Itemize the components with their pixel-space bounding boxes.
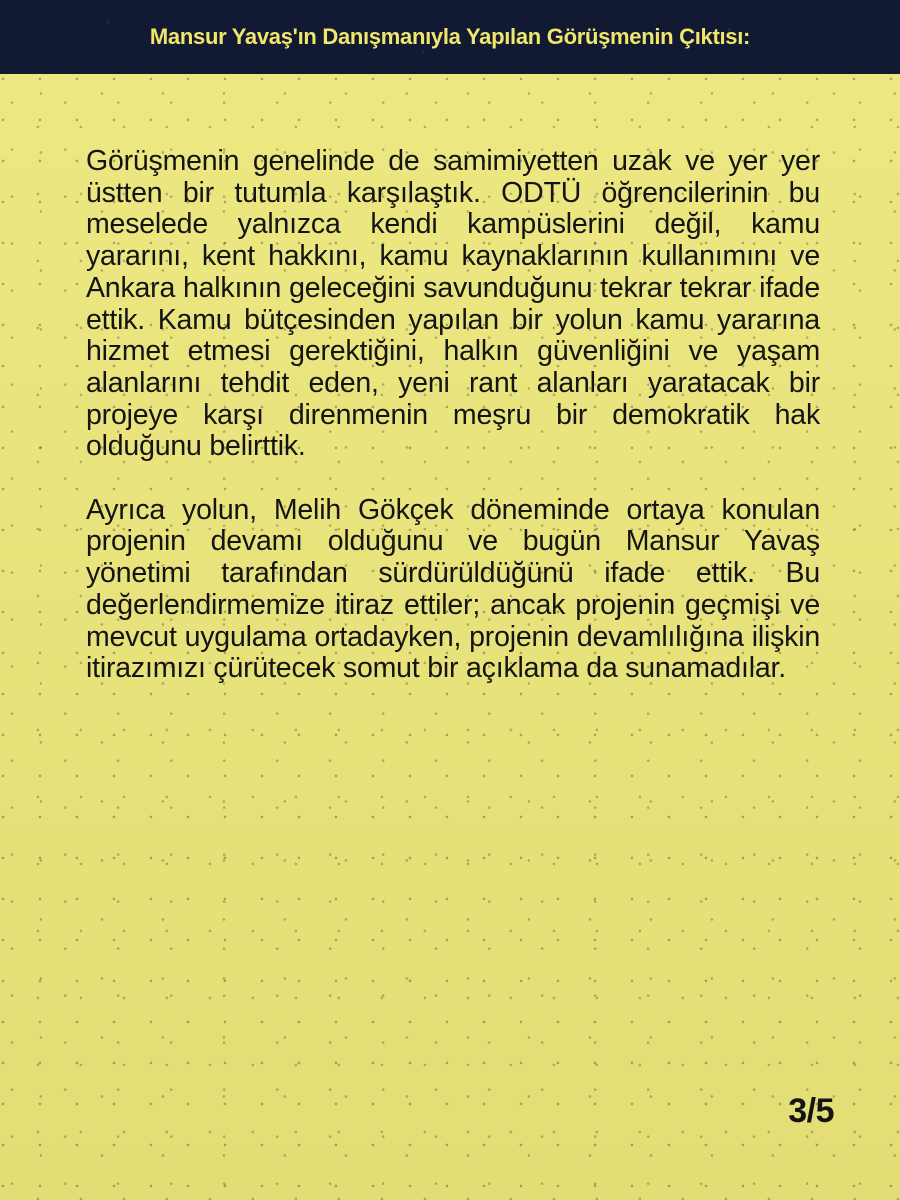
body-text [86,146,820,685]
paragraph-2: Ayrıca yolun, Melih Gökçek döneminde ortaya konulan projenin devamı olduğunu ve bugün Mansur Yavaş yönetimi tarafından sürdürüldüğünü ifade ettik. Bu değerlendirmemize itiraz ettiler; ancak projenin geçmişi ve mevcut uygulama ortadayken, projenin devamlılığına ilişkin itirazımızı çürütecek somut bir açıklama da sunamadılar. [86,493,820,685]
page-number: 3/5 [788,1092,834,1130]
paragraph-1: Görüşmenin genelinde de samimiyetten uzak ve yer yer üstten bir tutumla karşılaştık. ODTÜ öğrencilerinin bu meselede yalnızca kendi kampüslerini değil, kamu yararını, kent hakkını, kamu kaynaklarının kullanımını ve Ankara halkının geleceğini savunduğunu tekrar tekrar ifade ettik. Kamu bütçesinden yapılan bir yolun kamu yararına hizmet etmesi gerektiğini, halkın güvenliğini ve yaşam alanlarını tehdit eden, yeni rant alanları yaratacak bir projeye karşı direnmenin meşru bir demokratik hak olduğunu belirttik. [86,145,820,463]
page-title: Mansur Yavaş'ın Danışmanıyla Yapılan Görüşmenin Çıktısı: [149,24,751,49]
header-bar [0,0,900,74]
